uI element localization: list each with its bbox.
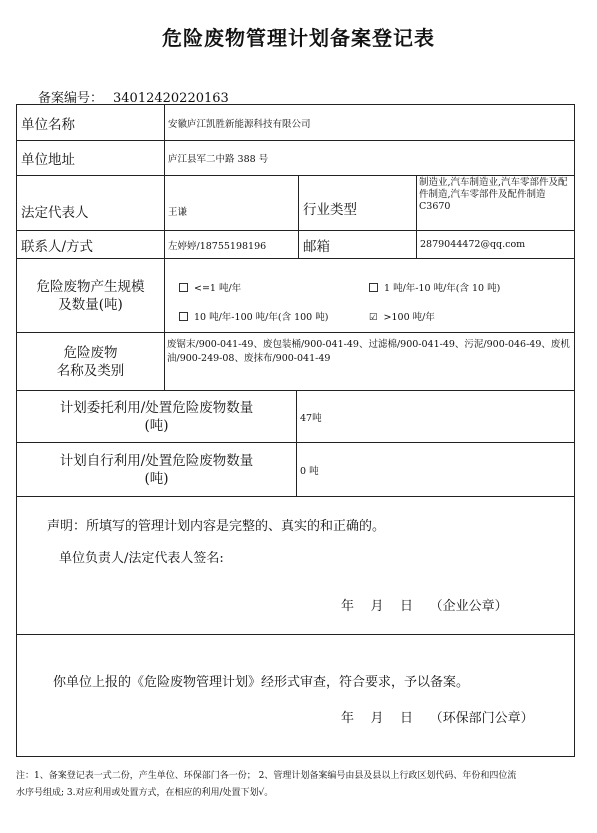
row-self-use-amount [17,443,574,497]
approval-text: 你单位上报的《危险废物管理计划》经形式审查，符合要求，予以备案。 [53,675,470,690]
scale-option-gt100[interactable]: ☑ >100 吨/年 [369,312,435,323]
industry-label: 行业类型 [298,176,416,230]
declaration-statement: 声明：所填写的管理计划内容是完整的、真实的和正确的。 [47,519,386,534]
row-waste-types [17,333,574,391]
row-legal-representative [17,176,574,231]
entrusted-label: 计划委托利用/处置危险废物数量 (吨) [59,399,254,434]
contact-value: 左婷婷/18755198196 [164,231,298,258]
approval-section [17,635,574,758]
email-value: 2879044472@qq.com [416,231,574,258]
contact-label: 联系人/方式 [21,238,94,255]
signature-line: 单位负责人/法定代表人签名: [59,551,224,566]
self-use-value: 0 吨 [296,443,574,496]
checkbox-icon [179,312,188,321]
legal-rep-label: 法定代表人 [21,205,89,221]
row-contact [17,231,574,259]
entrusted-value: 47吨 [296,391,574,442]
footnote-line-2: 水序号组成; 3.对应利用或处置方式，在相应的利用/处置下划√。 [16,788,274,798]
unit-address-label: 单位地址 [21,152,75,168]
footnote-line-1: 注：1、备案登记表一式二份，产生单位、环保部门各一份； 2、管理计划备案编号由县及县以上行政区划代码、年份和四位流 [16,771,517,781]
scale-option-1-10[interactable]: 1 吨/年-10 吨/年(含 10 吨) [369,280,500,294]
scale-option-10-100[interactable]: 10 吨/年-100 吨/年(含 100 吨) [179,309,328,323]
checkbox-icon [179,283,188,292]
scale-option-le1[interactable]: <=1 吨/年 [179,280,241,294]
row-generation-scale [17,259,574,333]
declaration-section [17,497,574,635]
scale-label: 危险废物产生规模及数量(吨) [36,278,145,313]
industry-value: 制造业,汽车制造业,汽车零部件及配件制造,汽车零部件及配件制造 C3670 [416,176,574,230]
unit-name-label: 单位名称 [21,116,75,133]
footnote [16,768,577,802]
page-title: 危险废物管理计划备案登记表 [162,26,435,50]
email-label: 邮箱 [298,231,416,258]
row-unit-name [17,105,574,141]
unit-address-value: 庐江县军二中路 388 号 [164,141,574,175]
scale-options [164,259,574,332]
checkbox-icon [369,283,378,292]
waste-types-label: 危险废物 名称及类别 [56,344,125,379]
waste-types-value: 废锯末/900-041-49、废包装桶/900-041-49、过滤棉/900-041-49、污泥/900-046-49、废机油/900-249-08、废抹布/900-041-49 [164,333,574,390]
row-entrusted-amount [17,391,574,443]
authority-date-seal: 年 月 日 （环保部门公章） [341,711,534,726]
self-use-label: 计划自行利用/处置危险废物数量 (吨) [59,452,254,487]
row-unit-address [17,141,574,176]
legal-rep-value: 王谦 [164,176,298,230]
registration-form-table [16,104,575,757]
unit-name-value: 安徽庐江凯胜新能源科技有限公司 [164,105,574,140]
enterprise-date-seal: 年 月 日 （企业公章） [341,599,508,614]
registration-label: 备案编号： [38,91,104,106]
registration-value: 34012420220163 [113,91,229,106]
checked-checkbox-icon: ☑ [369,312,378,323]
